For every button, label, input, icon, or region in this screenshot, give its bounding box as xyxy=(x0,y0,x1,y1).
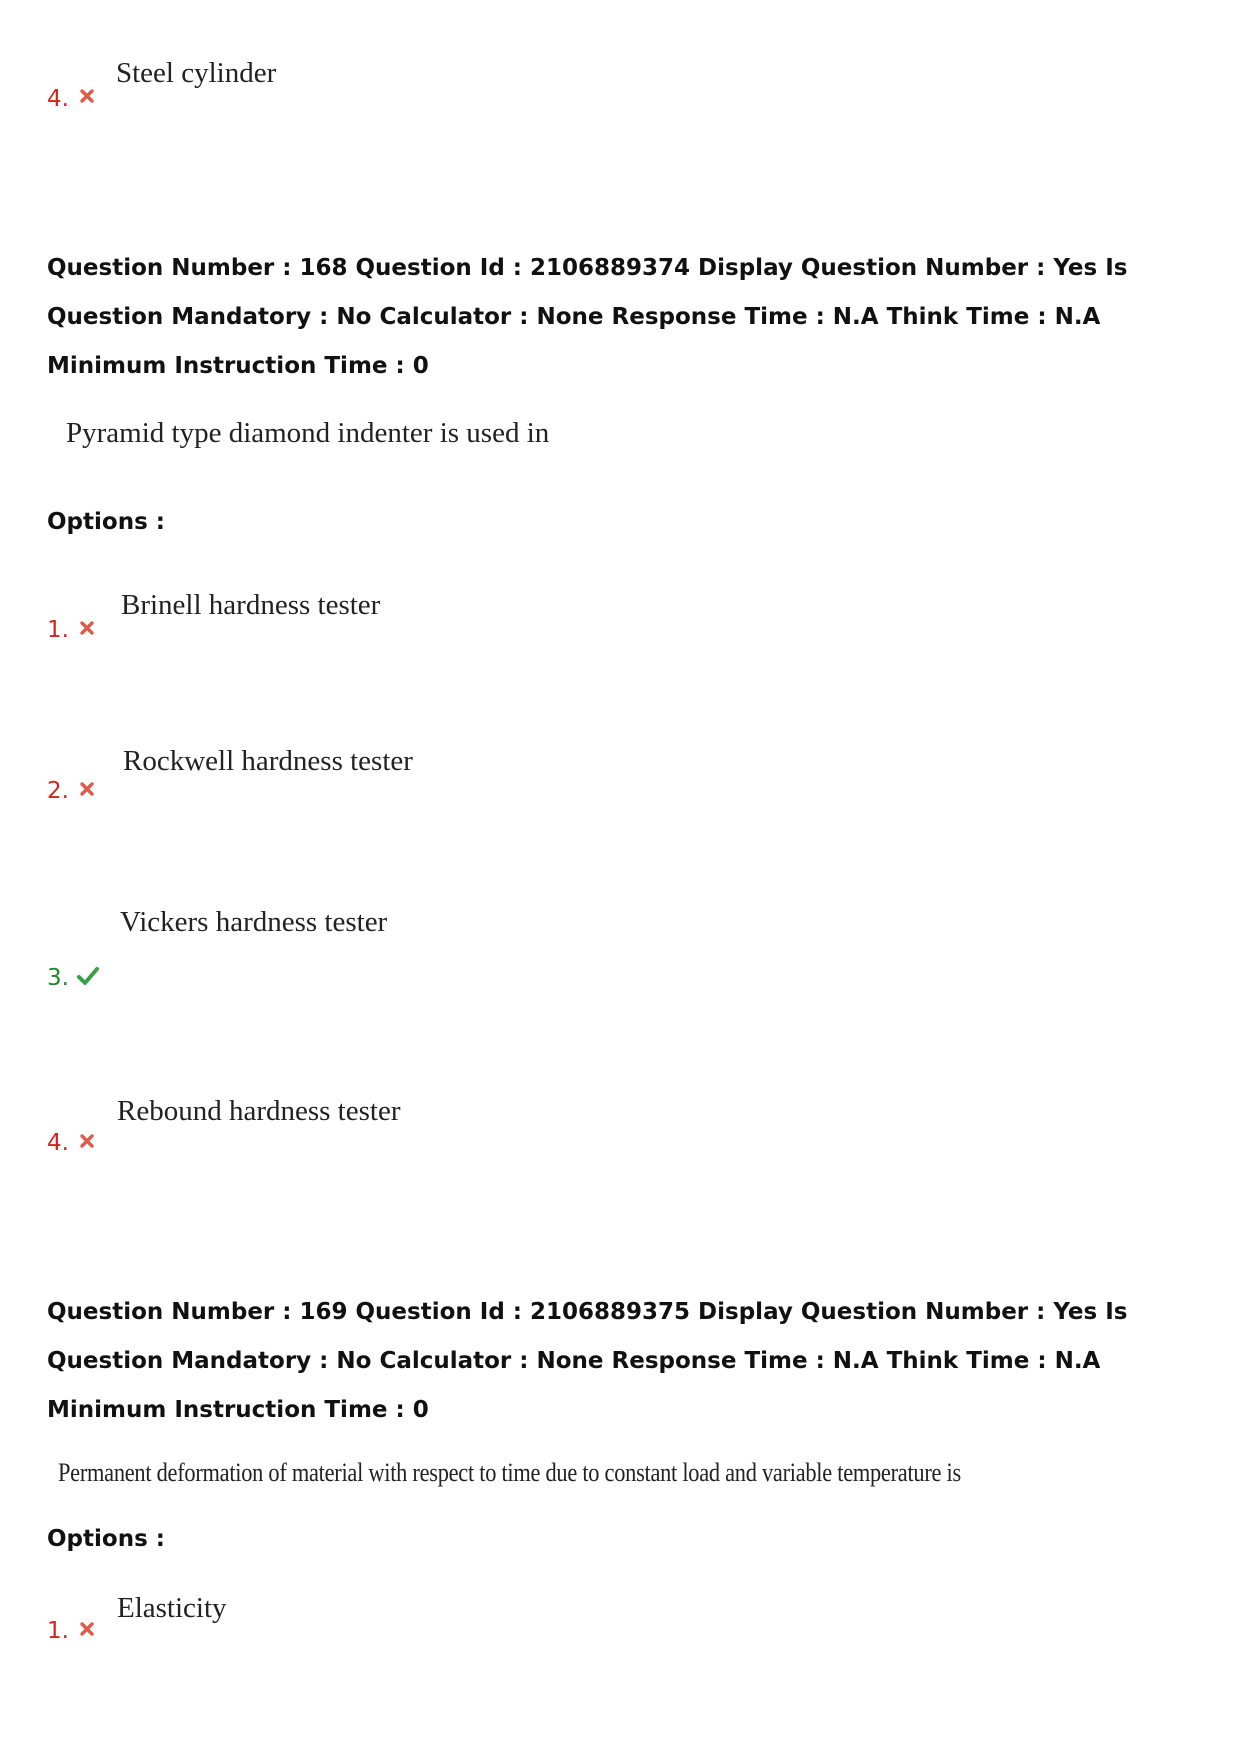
option-number: 2. xyxy=(47,778,69,804)
option-text: Vickers hardness tester xyxy=(120,906,388,938)
option-text: Rockwell hardness tester xyxy=(123,745,413,777)
cross-icon xyxy=(79,620,95,640)
options-label: Options : xyxy=(47,1526,165,1552)
options-label: Options : xyxy=(47,509,165,535)
question-meta: Question Number : 169 Question Id : 2106889375 Display Question Number : Yes Is Question Mandatory : No Calculator : None Response Time : N.A Think Time : N.A Minimum Instruction Time : 0 xyxy=(47,1299,1128,1423)
option-number: 1. xyxy=(47,617,69,643)
cross-icon xyxy=(79,88,95,108)
question-text: Permanent deformation of material with respect to time due to constant load and variable temperature is xyxy=(58,1458,961,1487)
question-meta: Question Number : 168 Question Id : 2106889374 Display Question Number : Yes Is Question Mandatory : No Calculator : None Response Time : N.A Think Time : N.A Minimum Instruction Time : 0 xyxy=(47,255,1128,379)
option-number: 4. xyxy=(47,86,69,112)
option-number: 4. xyxy=(47,1130,69,1156)
option-text: Brinell hardness tester xyxy=(121,589,381,621)
option-text: Elasticity xyxy=(117,1592,227,1624)
cross-icon xyxy=(79,1621,95,1641)
check-icon xyxy=(76,965,100,991)
option-text: Steel cylinder xyxy=(116,57,277,89)
cross-icon xyxy=(79,781,95,801)
question-text: Pyramid type diamond indenter is used in xyxy=(66,417,550,449)
option-number: 3. xyxy=(47,965,69,991)
cross-icon xyxy=(79,1133,95,1153)
option-text: Rebound hardness tester xyxy=(117,1095,401,1127)
option-number: 1. xyxy=(47,1618,69,1644)
